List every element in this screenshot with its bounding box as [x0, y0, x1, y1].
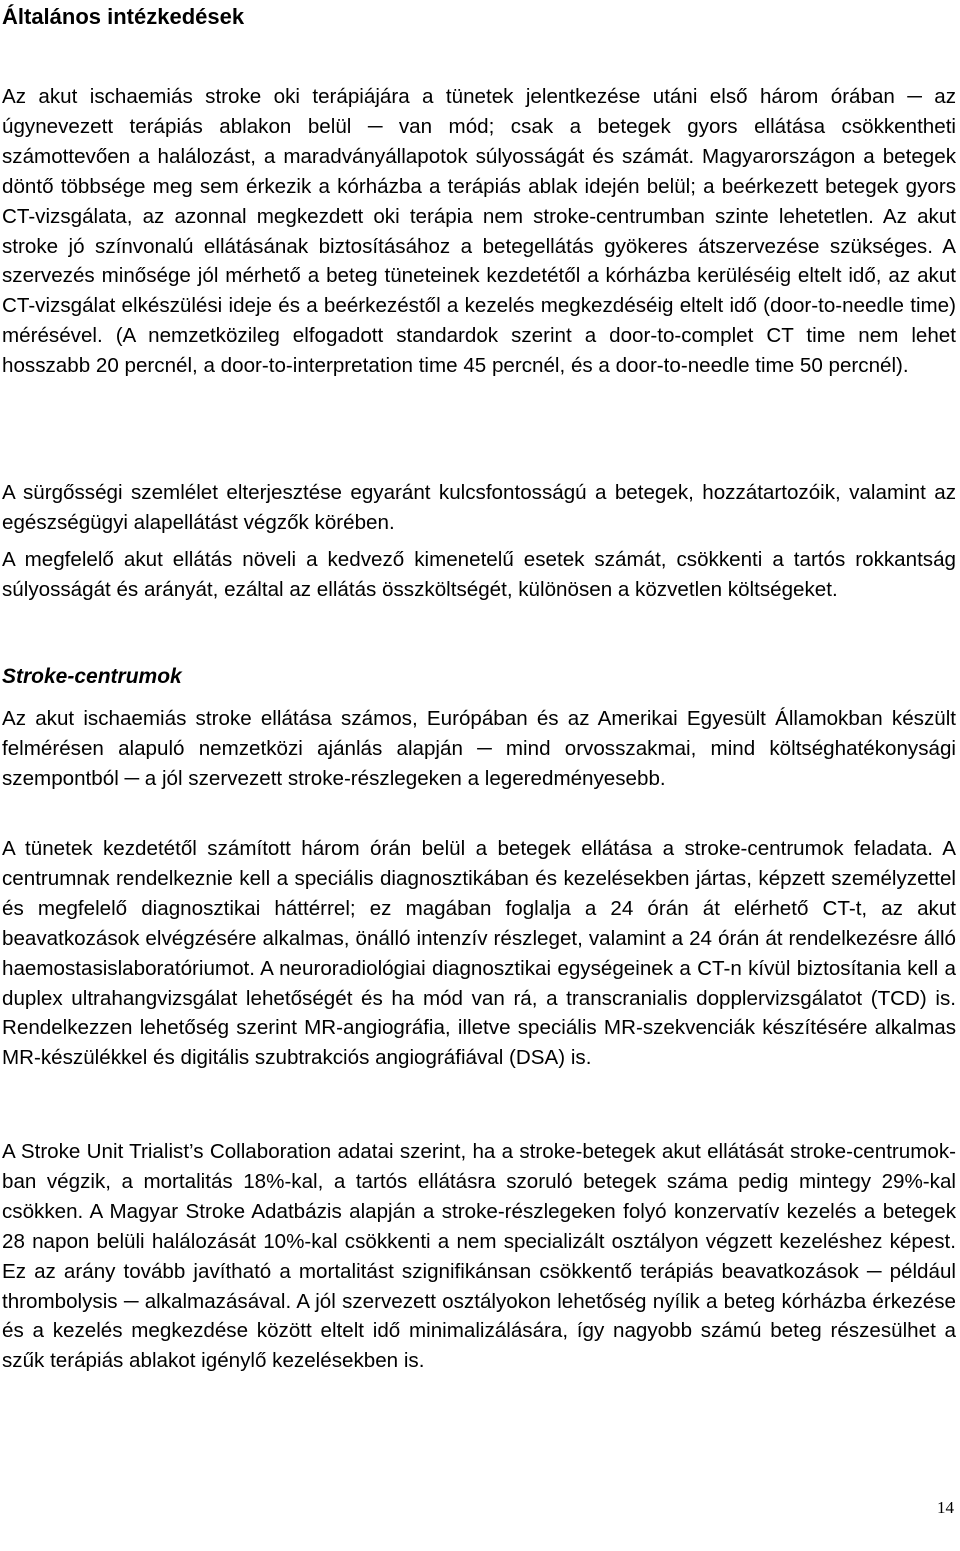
paragraph-stroke-unit-recommendation: Az akut ischaemiás stroke ellátása számos, Európában és az Amerikai Egyesült Államokban készült felmérésen alapuló nemzetközi ajánlás alapján ─ mind orvosszakmai, mind költséghatékonysági szempontból ─ a jól szervezett stroke-részlegeken a legeredményesebb.: [2, 707, 956, 790]
section-heading-stroke-centers: Stroke-centrumok: [2, 665, 182, 688]
page-number: 14: [937, 1498, 954, 1517]
paragraph-therapeutic-window: Az akut ischaemiás stroke oki terápiájára a tünetek jelentkezése utáni első három órában ─ az úgynevezett terápiás ablakon belül ─ van mód; csak a betegek gyors ellátása csökkentheti számottevően a halálozást, a maradványállapotok súlyosságát és számát. Magyarországon a betegek döntő többsége meg sem érkezik a kórházba a terápiás ablak idején belül; a beérkezett betegek gyors CT-vizsgálata, az azonnal megkezdett oki terápia nem stroke-centrumban szinte lehetetlen. Az akut stroke jó színvonalú ellátásának biztosításához a betegellátás gyökeres átszervezése szükséges. A szervezés minősége jól mérhető a beteg tüneteinek kezdetétől a kórházba kerüléséig eltelt idő, az akut CT-vizsgálat elkészülési ideje és a beérkezéstől a kezelés megkezdéséig eltelt idő (door-to-needle time) mérésével. (A nemzetközileg elfogadott standardok szerint a door-to-complet CT time nem lehet hosszabb 20 percnél, a door-to-interpretation time 45 percnél, és a door-to-needle time 50 percnél).: [2, 85, 956, 378]
section-heading-general-measures: Általános intézkedések: [2, 4, 245, 29]
paragraph-emergency-awareness: A sürgősségi szemlélet elterjesztése egyaránt kulcsfontosságú a betegek, hozzátartozóik, valamint az egészségügyi alapellátást végzők körében.: [2, 481, 956, 534]
paragraph-care-benefits: A megfelelő akut ellátás növeli a kedvező kimenetelű esetek számát, csökkenti a tartós rokkantság súlyosságát és arányát, ezáltal az ellátás összköltségét, különösen a közvetlen költségeket.: [2, 548, 956, 601]
paragraph-stroke-unit-outcomes: A Stroke Unit Trialist’s Collaboration adatai szerint, ha a stroke-betegek akut ellátását stroke-centrumok-ban végzik, a mortalitás 18%-kal, a tartós ellátásra szoruló betegek száma pedig mintegy 29%-kal csökken. A Magyar Stroke Adatbázis alapján a stroke-részlegeken folyó konzervatív kezelés a betegek 28 napon belüli halálozását 10%-kal csökkenti a nem specializált osztályon végzett kezeléshez képest. Ez az arány tovább javítható a mortalitást szignifikánsan csökkentő terápiás beavatkozások ─ például thrombolysis ─ alkalmazásával. A jól szervezett osztályokon lehetőség nyílik a beteg kórházba érkezése és a kezelés megkezdése között eltelt idő minimalizálására, így nagyobb számú beteg részesülhet a szűk terápiás ablakot igénylő kezelésekben is.: [2, 1140, 956, 1373]
paragraph-stroke-center-requirements: A tünetek kezdetétől számított három órán belül a betegek ellátása a stroke-centrumok feladata. A centrumnak rendelkeznie kell a speciális diagnosztikában és kezelésekben jártas, képzett személyzettel és megfelelő diagnosztikai háttérrel; ez magában foglalja a 24 órán át elérhető CT-t, az akut beavatkozások elvégzésére alkalmas, önálló intenzív részleget, valamint a 24 órán át rendelkezésre álló haemostasislaboratóriumot. A neuroradiológiai diagnosztikai egységeinek a CT-n kívül biztosítania kell a duplex ultrahangvizsgálat lehetőségét és ha mód van rá, a transcranialis dopplervizsgálatot (TCD) is. Rendelkezzen lehetőség szerint MR-angiográfia, illetve speciális MR-szekvenciák készítésére alkalmas MR-készülékkel és digitális szubtrakciós angiográfiával (DSA) is.: [2, 837, 956, 1070]
